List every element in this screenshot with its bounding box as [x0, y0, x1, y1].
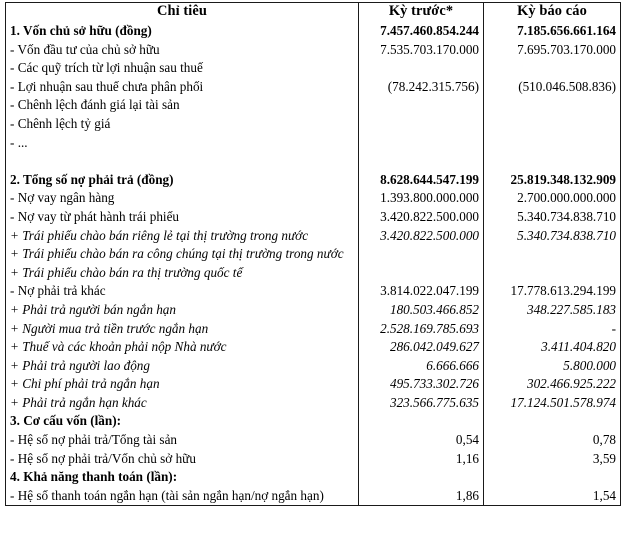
row-label: - Các quỹ trích từ lợi nhuận sau thuế [10, 60, 203, 76]
row-label-cell [6, 78, 359, 97]
row-value-reporting-period: 302.466.925.222 [484, 375, 621, 394]
row-value-reporting-period [484, 468, 621, 487]
row-value-previous-period: 495.733.302.726 [359, 375, 484, 394]
table-row [6, 78, 621, 97]
column-header-previous-period: Kỳ trước* [359, 3, 484, 21]
row-label-cell [6, 338, 359, 357]
table-header-row [6, 3, 621, 21]
table-row [6, 468, 621, 487]
row-value-previous-period: 8.628.644.547.199 [359, 171, 484, 190]
table-row [6, 134, 621, 171]
row-label-cell [6, 189, 359, 208]
row-value-previous-period [359, 412, 484, 431]
row-label-cell [6, 375, 359, 394]
row-value-reporting-period: 2.700.000.000.000 [484, 189, 621, 208]
row-label: - Hệ số thanh toán ngắn hạn (tài sản ngắn hạn/nợ ngắn hạn) [10, 487, 324, 503]
column-header-reporting-period: Kỳ báo cáo [484, 3, 621, 21]
column-header-label: Chỉ tiêu [6, 3, 359, 21]
row-label-cell [6, 208, 359, 227]
row-value-previous-period: 1,16 [359, 450, 484, 469]
table-row [6, 357, 621, 376]
row-value-reporting-period [484, 96, 621, 115]
financial-indicators-table [5, 2, 621, 506]
row-value-previous-period: 0,54 [359, 431, 484, 450]
row-value-reporting-period: 348.227.585.183 [484, 301, 621, 320]
table-row [6, 189, 621, 208]
row-value-previous-period: 7.457.460.854.244 [359, 20, 484, 41]
row-value-previous-period [359, 59, 484, 78]
row-value-reporting-period: 7.185.656.661.164 [484, 20, 621, 41]
row-value-reporting-period [484, 134, 621, 171]
row-label-cell [6, 227, 359, 246]
row-label: + Phải trả người bán ngắn hạn [10, 301, 176, 317]
row-value-reporting-period: 0,78 [484, 431, 621, 450]
row-label: 4. Khả năng thanh toán (lần): [10, 469, 178, 485]
row-value-previous-period: 7.535.703.170.000 [359, 41, 484, 60]
row-label-cell [6, 394, 359, 413]
row-value-previous-period: 3.420.822.500.000 [359, 227, 484, 246]
table-row [6, 450, 621, 469]
table-body [6, 20, 621, 506]
table-row [6, 394, 621, 413]
row-value-reporting-period: (510.046.508.836) [484, 78, 621, 97]
row-label: - Nợ phải trả khác [10, 283, 106, 299]
table-row [6, 412, 621, 431]
row-label-cell [6, 301, 359, 320]
row-value-previous-period [359, 115, 484, 134]
table-row [6, 487, 621, 506]
row-value-previous-period: 286.042.049.627 [359, 338, 484, 357]
row-label: + Người mua trả tiền trước ngắn hạn [10, 320, 209, 336]
row-label: - Vốn đầu tư của chủ sở hữu [10, 41, 160, 57]
row-label: + Trái phiếu chào bán ra công chúng tại thị trường trong nước [10, 246, 344, 262]
table-row [6, 301, 621, 320]
row-value-reporting-period [484, 245, 621, 264]
row-value-reporting-period [484, 59, 621, 78]
row-label-cell [6, 41, 359, 60]
row-value-previous-period: (78.242.315.756) [359, 78, 484, 97]
row-value-reporting-period: 5.800.000 [484, 357, 621, 376]
row-label: + Phải trả ngắn hạn khác [10, 394, 147, 410]
row-label: 1. Vốn chủ sở hữu (đồng) [10, 23, 152, 38]
table-row [6, 320, 621, 339]
row-value-reporting-period: 25.819.348.132.909 [484, 171, 621, 190]
row-label: 2. Tổng số nợ phải trả (đồng) [10, 171, 174, 187]
table-row [6, 338, 621, 357]
row-label: + Trái phiếu chào bán riêng lẻ tại thị trường trong nước [10, 227, 309, 243]
row-label: 3. Cơ cấu vốn (lần): [10, 413, 121, 429]
table-row [6, 431, 621, 450]
row-value-reporting-period: 1,54 [484, 487, 621, 506]
row-value-previous-period: 3.420.822.500.000 [359, 208, 484, 227]
table-row [6, 41, 621, 60]
row-label: - Hệ số nợ phải trả/Tổng tài sản [10, 432, 178, 448]
row-value-reporting-period [484, 115, 621, 134]
table-row [6, 96, 621, 115]
table-row [6, 208, 621, 227]
row-label: - Chênh lệch đánh giá lại tài sản [10, 97, 180, 113]
row-label: + Phải trả người lao động [10, 357, 150, 373]
row-value-previous-period: 1.393.800.000.000 [359, 189, 484, 208]
row-value-reporting-period: 5.340.734.838.710 [484, 227, 621, 246]
row-label-cell [6, 412, 359, 431]
row-value-reporting-period [484, 412, 621, 431]
row-label-cell [6, 357, 359, 376]
row-label-cell [6, 431, 359, 450]
row-value-reporting-period: - [484, 320, 621, 339]
row-value-reporting-period: 5.340.734.838.710 [484, 208, 621, 227]
table-row [6, 227, 621, 246]
row-value-previous-period: 180.503.466.852 [359, 301, 484, 320]
row-label: - Chênh lệch tỷ giá [10, 115, 111, 131]
table-row [6, 245, 621, 264]
row-label: + Trái phiếu chào bán ra thị trường quốc tế [10, 264, 243, 280]
row-spacer [10, 152, 354, 171]
row-value-reporting-period: 17.124.501.578.974 [484, 394, 621, 413]
table-row [6, 20, 621, 41]
row-value-previous-period [359, 245, 484, 264]
row-label-cell [6, 468, 359, 487]
row-value-previous-period: 3.814.022.047.199 [359, 282, 484, 301]
row-label-cell [6, 134, 359, 171]
row-label-cell [6, 96, 359, 115]
row-label-cell [6, 59, 359, 78]
row-value-reporting-period: 3.411.404.820 [484, 338, 621, 357]
row-label-cell [6, 115, 359, 134]
row-label: - ... [10, 134, 28, 150]
row-label: + Chi phí phải trả ngắn hạn [10, 376, 160, 392]
row-value-reporting-period: 7.695.703.170.000 [484, 41, 621, 60]
row-value-previous-period: 323.566.775.635 [359, 394, 484, 413]
row-value-previous-period: 1,86 [359, 487, 484, 506]
row-label: - Nợ vay ngân hàng [10, 190, 115, 206]
row-label: - Nợ vay từ phát hành trái phiếu [10, 208, 180, 224]
row-value-reporting-period [484, 264, 621, 283]
row-label-cell [6, 264, 359, 283]
row-label-cell [6, 171, 359, 190]
table-row [6, 264, 621, 283]
row-label-cell [6, 320, 359, 339]
table-row [6, 59, 621, 78]
row-value-reporting-period: 17.778.613.294.199 [484, 282, 621, 301]
row-label: - Lợi nhuận sau thuế chưa phân phối [10, 78, 204, 94]
row-value-previous-period [359, 96, 484, 115]
row-label-cell [6, 20, 359, 41]
row-label: - Hệ số nợ phải trả/Vốn chủ sở hữu [10, 450, 196, 466]
row-label-cell [6, 282, 359, 301]
table-row [6, 115, 621, 134]
table-row [6, 375, 621, 394]
row-value-previous-period [359, 468, 484, 487]
table-row [6, 171, 621, 190]
row-value-reporting-period: 3,59 [484, 450, 621, 469]
row-label-cell [6, 487, 359, 506]
row-value-previous-period: 6.666.666 [359, 357, 484, 376]
table-header [6, 3, 621, 21]
row-value-previous-period: 2.528.169.785.693 [359, 320, 484, 339]
row-value-previous-period [359, 134, 484, 171]
row-label-cell [6, 450, 359, 469]
row-value-previous-period [359, 264, 484, 283]
row-label-cell [6, 245, 359, 264]
table-row [6, 282, 621, 301]
row-label: + Thuế và các khoản phải nộp Nhà nước [10, 339, 227, 355]
